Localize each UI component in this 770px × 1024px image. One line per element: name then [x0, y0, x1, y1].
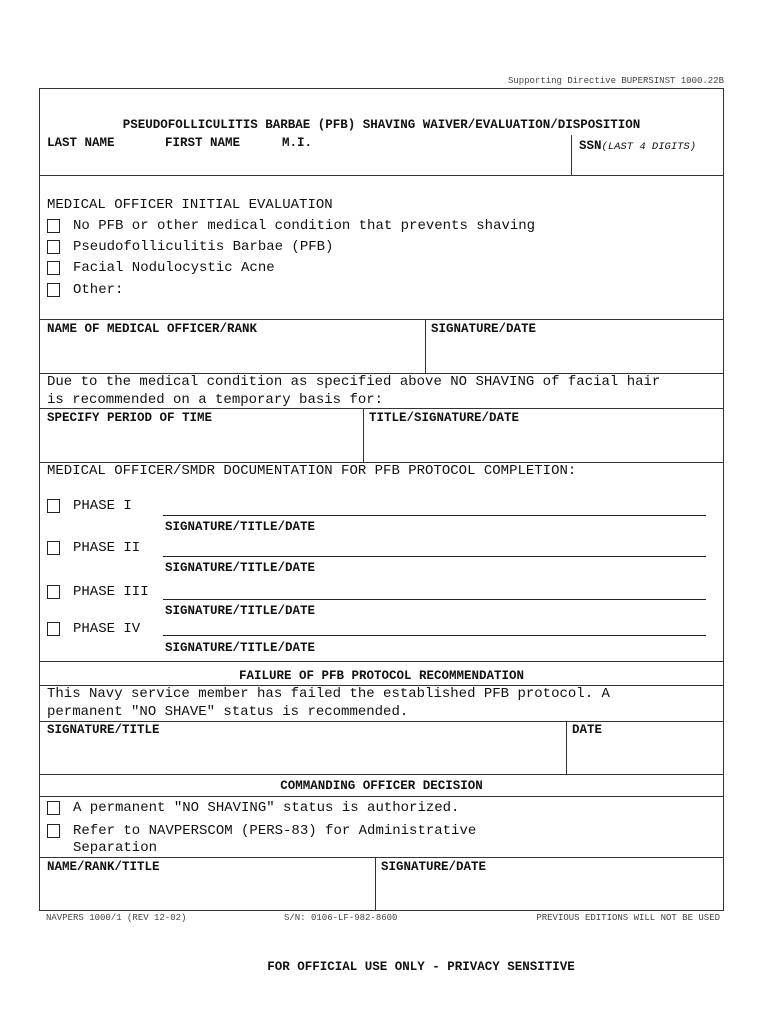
medical-officer-field[interactable] — [40, 340, 423, 372]
ssn-divider — [571, 135, 572, 175]
checkbox-phase-2[interactable] — [47, 541, 60, 555]
temporary-statement-line1: Due to the medical condition as specified above NO SHAVING of facial hair — [47, 374, 661, 390]
failure-date-label: DATE — [572, 723, 603, 737]
period-field[interactable] — [40, 428, 361, 461]
co-name-label: NAME/RANK/TITLE — [47, 860, 160, 874]
ssn-label: SSN — [579, 139, 602, 153]
failure-statement-line1: This Navy service member has failed the established PFB protocol. A — [47, 686, 610, 702]
checkbox-phase-4[interactable] — [47, 622, 60, 636]
ssn-field[interactable] — [573, 152, 723, 174]
initial-eval-heading: MEDICAL OFFICER INITIAL EVALUATION — [47, 197, 333, 213]
medical-signature-field[interactable] — [427, 340, 723, 372]
option-other: Other: — [73, 282, 124, 298]
divider — [39, 721, 724, 722]
medical-signature-label: SIGNATURE/DATE — [431, 322, 537, 336]
divider — [39, 661, 724, 662]
mi-label: M.I. — [282, 136, 313, 150]
divider — [39, 796, 724, 797]
phase-2-signature-label: SIGNATURE/TITLE/DATE — [165, 561, 316, 575]
failure-signature-label: SIGNATURE/TITLE — [47, 723, 160, 737]
divider — [425, 319, 426, 373]
divider — [566, 721, 567, 774]
divider — [39, 319, 724, 320]
checkbox-phase-3[interactable] — [47, 585, 60, 599]
phase-1-label: PHASE I — [73, 498, 132, 514]
phase-4-signature-label: SIGNATURE/TITLE/DATE — [165, 641, 316, 655]
checkbox-permanent-no-shave[interactable] — [47, 801, 60, 815]
co-name-field[interactable] — [40, 877, 373, 910]
title-signature-label: TITLE/SIGNATURE/DATE — [369, 411, 520, 425]
co-option-permanent: A permanent "NO SHAVING" status is authorized. — [73, 800, 460, 816]
form-title: PSEUDOFOLLICULITIS BARBAE (PFB) SHAVING WAIVER/EVALUATION/DISPOSITION — [122, 118, 641, 132]
medical-officer-label: NAME OF MEDICAL OFFICER/RANK — [47, 322, 258, 336]
first-name-label: FIRST NAME — [165, 136, 241, 150]
divider — [375, 857, 376, 911]
checkbox-pfb[interactable] — [47, 240, 60, 254]
co-option-refer-line1: Refer to NAVPERSCOM (PERS-83) for Administrative — [73, 823, 477, 839]
option-no-pfb: No PFB or other medical condition that prevents shaving — [73, 218, 536, 234]
phase-3-signature-line[interactable] — [163, 599, 706, 600]
checkbox-phase-1[interactable] — [47, 499, 60, 513]
checkbox-other[interactable] — [47, 283, 60, 297]
title-signature-field[interactable] — [365, 428, 723, 461]
phase-3-label: PHASE III — [73, 584, 149, 600]
phase-4-signature-line[interactable] — [163, 635, 706, 636]
failure-heading: FAILURE OF PFB PROTOCOL RECOMMENDATION — [238, 669, 525, 683]
ssn-note: (LAST 4 DIGITS) — [601, 141, 697, 153]
divider — [39, 857, 724, 858]
failure-statement-line2: permanent "NO SHAVE" status is recommended. — [47, 704, 409, 720]
co-signature-label: SIGNATURE/DATE — [381, 860, 487, 874]
checkbox-acne[interactable] — [47, 261, 60, 275]
option-acne: Facial Nodulocystic Acne — [73, 260, 275, 276]
last-name-label: LAST NAME — [47, 136, 115, 150]
phase-2-label: PHASE II — [73, 540, 141, 556]
supporting-directive: Supporting Directive BUPERSINST 1000.22B — [507, 76, 724, 86]
option-pfb: Pseudofolliculitis Barbae (PFB) — [73, 239, 334, 255]
phase-3-signature-label: SIGNATURE/TITLE/DATE — [165, 604, 316, 618]
serial-number: S/N: 0106-LF-982-8600 — [284, 913, 398, 923]
privacy-notice: FOR OFFICIAL USE ONLY - PRIVACY SENSITIVE — [267, 960, 575, 974]
phase-1-signature-label: SIGNATURE/TITLE/DATE — [165, 520, 316, 534]
checkbox-no-pfb[interactable] — [47, 219, 60, 233]
failure-signature-field[interactable] — [40, 740, 564, 773]
phase-4-label: PHASE IV — [73, 621, 141, 637]
temporary-statement-line2: is recommended on a temporary basis for: — [47, 392, 384, 408]
co-decision-heading: COMMANDING OFFICER DECISION — [280, 779, 483, 793]
co-option-refer-line2: Separation — [73, 840, 158, 856]
last-name-field[interactable] — [40, 152, 570, 174]
form-id: NAVPERS 1000/1 (REV 12-02) — [46, 913, 187, 923]
failure-date-field[interactable] — [568, 740, 723, 773]
protocol-heading: MEDICAL OFFICER/SMDR DOCUMENTATION FOR PFB PROTOCOL COMPLETION: — [47, 463, 577, 479]
period-label: SPECIFY PERIOD OF TIME — [47, 411, 213, 425]
checkbox-refer-navperscom[interactable] — [47, 824, 60, 838]
phase-2-signature-line[interactable] — [163, 556, 706, 557]
phase-1-signature-line[interactable] — [163, 515, 706, 516]
co-signature-field[interactable] — [377, 877, 723, 910]
divider — [39, 774, 724, 775]
previous-editions-note: PREVIOUS EDITIONS WILL NOT BE USED — [536, 913, 720, 923]
divider — [39, 408, 724, 409]
divider — [39, 175, 724, 176]
divider — [363, 408, 364, 462]
